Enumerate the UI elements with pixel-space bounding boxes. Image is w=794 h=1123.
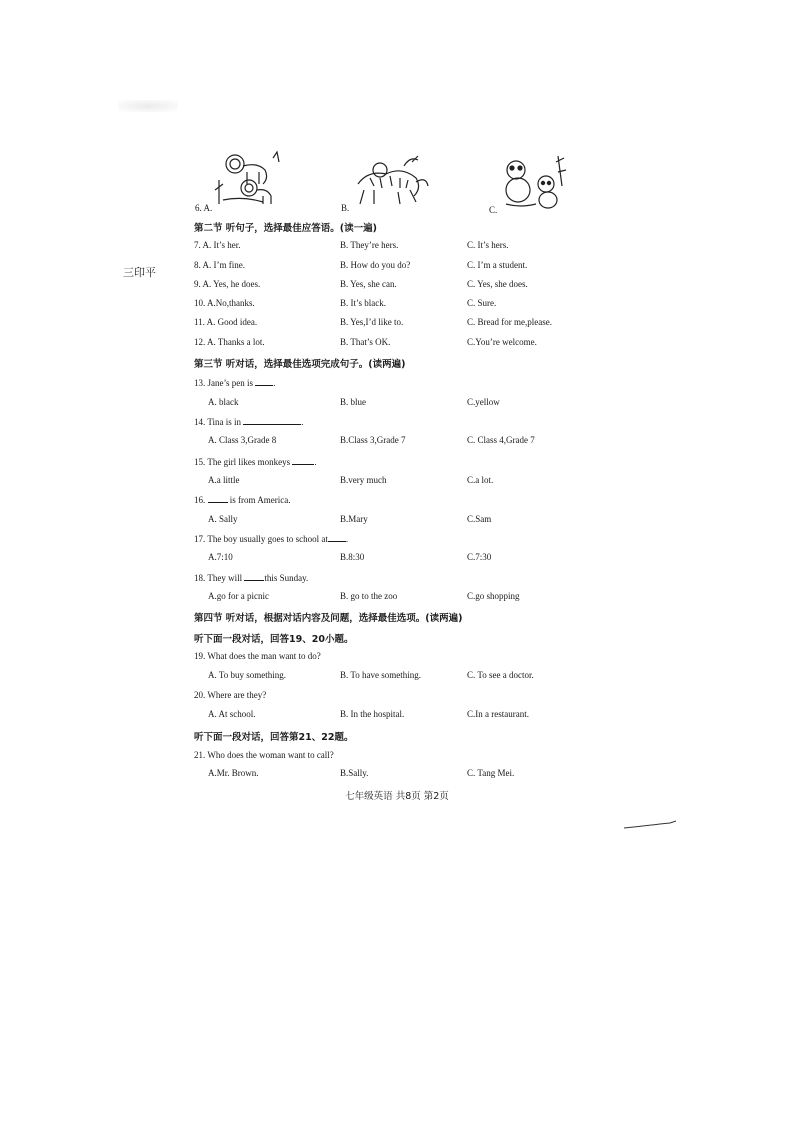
question-11-option-a: 11. A. Good idea. [194,317,258,327]
question-14-options [194,435,624,449]
question-8-option-a: 8. A. I’m fine. [194,260,245,270]
question-19-option-c: C. To see a doctor. [467,670,534,680]
question-21-option-b: B.Sally. [340,768,369,778]
question-15-option-c: C.a lot. [467,475,494,485]
lions-picture-icon [213,150,283,206]
question-21-option-c: C. Tang Mei. [467,768,515,778]
question-17-stem: 17. The boy usually goes to school at . [194,534,349,544]
question-16-option-b: B.Mary [340,514,368,524]
question-16-options [194,514,624,528]
question-12-option-a: 12. A. Thanks a lot. [194,337,265,347]
question-18-option-b: B. go to the zoo [340,591,398,601]
question-13-option-a: A. black [208,397,239,407]
question-7-option-a: 7. A. It’s her. [194,240,241,250]
question-17-options [194,552,624,566]
question-18-options [194,591,624,605]
answer-blank [243,416,301,425]
question-12 [194,337,624,351]
question-18-option-c: C.go shopping [467,591,520,601]
question-11-option-c: C. Bread for me,please. [467,317,552,327]
question-18-option-a: A.go for a picnic [208,591,269,601]
question-15-options [194,475,624,489]
question-14-option-b: B.Class 3,Grade 7 [340,435,406,445]
section-4-heading: 第四节 听对话，根据对话内容及问题，选择最佳选项。(读两遍) [194,613,463,624]
question-8 [194,260,624,274]
question-13-stem: 13. Jane’s pen is . [194,378,276,388]
question-17-option-a: A.7:10 [208,552,233,562]
margin-note: 三印平 [123,266,156,279]
question-10 [194,298,624,312]
question-8-option-b: B. How do you do? [340,260,411,270]
question-20-option-c: C.In a restaurant. [467,709,529,719]
question-15-option-b: B.very much [340,475,387,485]
question-15-option-a: A.a little [208,475,240,485]
question-19-option-a: A. To buy something. [208,670,286,680]
section-2-heading: 第二节 听句子，选择最佳应答语。(读一遍) [194,223,377,234]
question-20-stem: 20. Where are they? [194,690,267,700]
question-8-option-c: C. I’m a student. [467,260,528,270]
question-11 [194,317,624,331]
question-12-option-b: B. That’s OK. [340,337,391,347]
question-6-option-c: C. [489,205,498,215]
question-9 [194,279,624,293]
question-10-option-c: C. Sure. [467,298,497,308]
page-footer: 七年级英语 共8页 第2页 [345,791,449,802]
question-14-option-c: C. Class 4,Grade 7 [467,435,535,445]
question-6-option-b: B. [341,203,350,213]
question-14-stem: 14. Tina is in . [194,417,304,427]
question-19-stem: 19. What does the man want to do? [194,651,321,661]
question-19-option-b: B. To have something. [340,670,421,680]
question-18-stem: 18. They will this Sunday. [194,573,309,583]
question-9-option-a: 9. A. Yes, he does. [194,279,261,289]
question-21-stem: 21. Who does the woman want to call? [194,750,334,760]
question-13-option-b: B. blue [340,397,366,407]
question-11-option-b: B. Yes,I’d like to. [340,317,404,327]
question-10-option-a: 10. A.No,thanks. [194,298,255,308]
dialogue-1-heading: 听下面一段对话，回答19、20小题。 [194,634,354,645]
answer-blank [292,456,314,465]
question-15-stem: 15. The girl likes monkeys . [194,457,317,467]
question-16-option-c: C.Sam [467,514,492,524]
question-6-number: 6. A. [195,203,213,213]
answer-blank [255,377,273,386]
question-10-option-b: B. It’s black. [340,298,386,308]
question-17-option-c: C.7:30 [467,552,492,562]
section-3-heading: 第三节 听对话，选择最佳选项完成句子。(读两遍) [194,359,406,370]
question-20-option-a: A. At school. [208,709,256,719]
scan-smudge [118,100,178,112]
question-9-option-b: B. Yes, she can. [340,279,397,289]
dialogue-2-heading: 听下面一段对话，回答第21、22题。 [194,732,354,743]
question-7-option-b: B. They’re hers. [340,240,399,250]
question-7-option-c: C. It’s hers. [467,240,509,250]
question-21-options [194,768,624,782]
pandas-picture-icon [498,152,574,212]
answer-blank [208,494,228,503]
question-13-option-c: C.yellow [467,397,500,407]
question-20-options [194,709,624,723]
question-7 [194,240,624,254]
question-14-option-a: A. Class 3,Grade 8 [208,435,277,445]
question-9-option-c: C. Yes, she does. [467,279,528,289]
question-6-pictures [195,150,615,220]
question-21-option-a: A.Mr. Brown. [208,768,259,778]
question-20-option-b: B. In the hospital. [340,709,405,719]
question-13-options [194,397,624,411]
question-17-option-b: B.8:30 [340,552,365,562]
answer-blank [328,533,346,542]
question-12-option-c: C.You’re welcome. [467,337,537,347]
answer-blank [244,572,264,581]
question-16-option-a: A. Sally [208,514,238,524]
tigers-picture-icon [350,154,430,210]
scan-mark [622,820,678,830]
question-16-stem: 16. is from America. [194,495,291,505]
question-19-options [194,670,624,684]
